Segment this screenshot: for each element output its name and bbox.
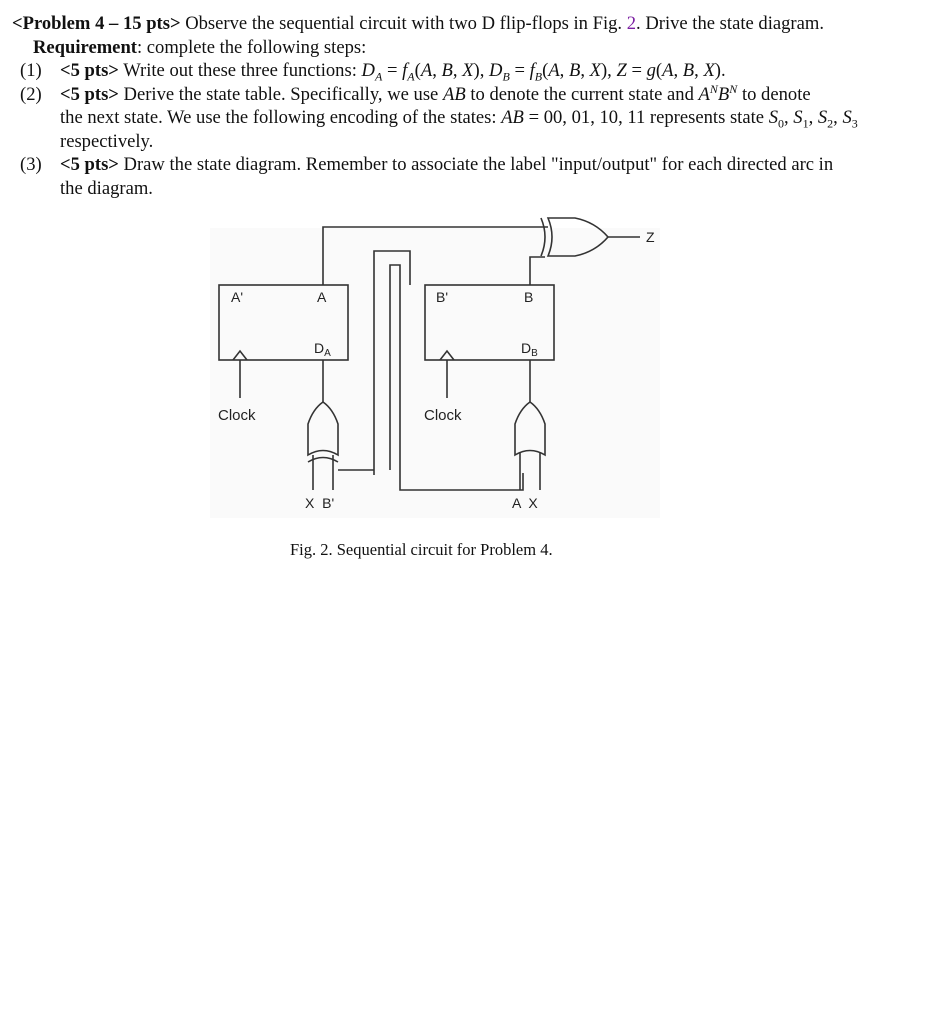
ff1-right-label: A — [317, 289, 327, 305]
ff1-left-label: A' — [231, 289, 244, 305]
ff2-input-label: $D_B$ — [521, 340, 538, 359]
figure-caption: Fig. 2. Sequential circuit for Problem 4. — [290, 540, 553, 559]
ff2-left-label: B' — [436, 289, 449, 305]
step-1: (1) <5 pts> Write out these three functions: $D_A = f_A(A$, B, X), $D_B = f_B(A$, B, X), Z = g(A, B, X). — [20, 60, 726, 84]
diagram-background — [210, 228, 660, 518]
requirement: Requirement: complete the following steps: — [33, 36, 367, 58]
output-z-label: Z — [646, 229, 655, 245]
ff1-input-label: $D_A$ — [314, 340, 331, 359]
clock-label-a: Clock — [218, 407, 256, 424]
step-2-cont: the next state. We use the following encoding of the states: AB = 00, 01, 10, 11 represents state $S_0$, $S_1$, $S_2$, $S_3$ — [60, 107, 858, 131]
figure-link[interactable]: 2 — [626, 13, 637, 34]
step-2-cont2: respectively. — [60, 130, 154, 152]
gate-a-input-labels: X B' — [305, 495, 335, 511]
problem-label: <Problem 4 – 15 pts> — [12, 13, 181, 34]
step-3-cont: the diagram. — [60, 177, 153, 199]
gate-b-input-labels: A X — [512, 495, 538, 511]
step-3: (3) <5 pts> Draw the state diagram. Remember to associate the label "input/output" for each directed arc in — [20, 154, 834, 175]
clock-label-b: Clock — [424, 407, 462, 424]
step-2: (2) <5 pts> Derive the state table. Specifically, we use AB to denote the current state and $A^NB^N$ to denote — [20, 81, 811, 105]
problem-heading: <Problem 4 – 15 pts> Observe the sequential circuit with two D flip-flops in Fig. 2. Drive the state diagram. — [12, 13, 824, 34]
ff2-right-label: B — [524, 289, 534, 305]
